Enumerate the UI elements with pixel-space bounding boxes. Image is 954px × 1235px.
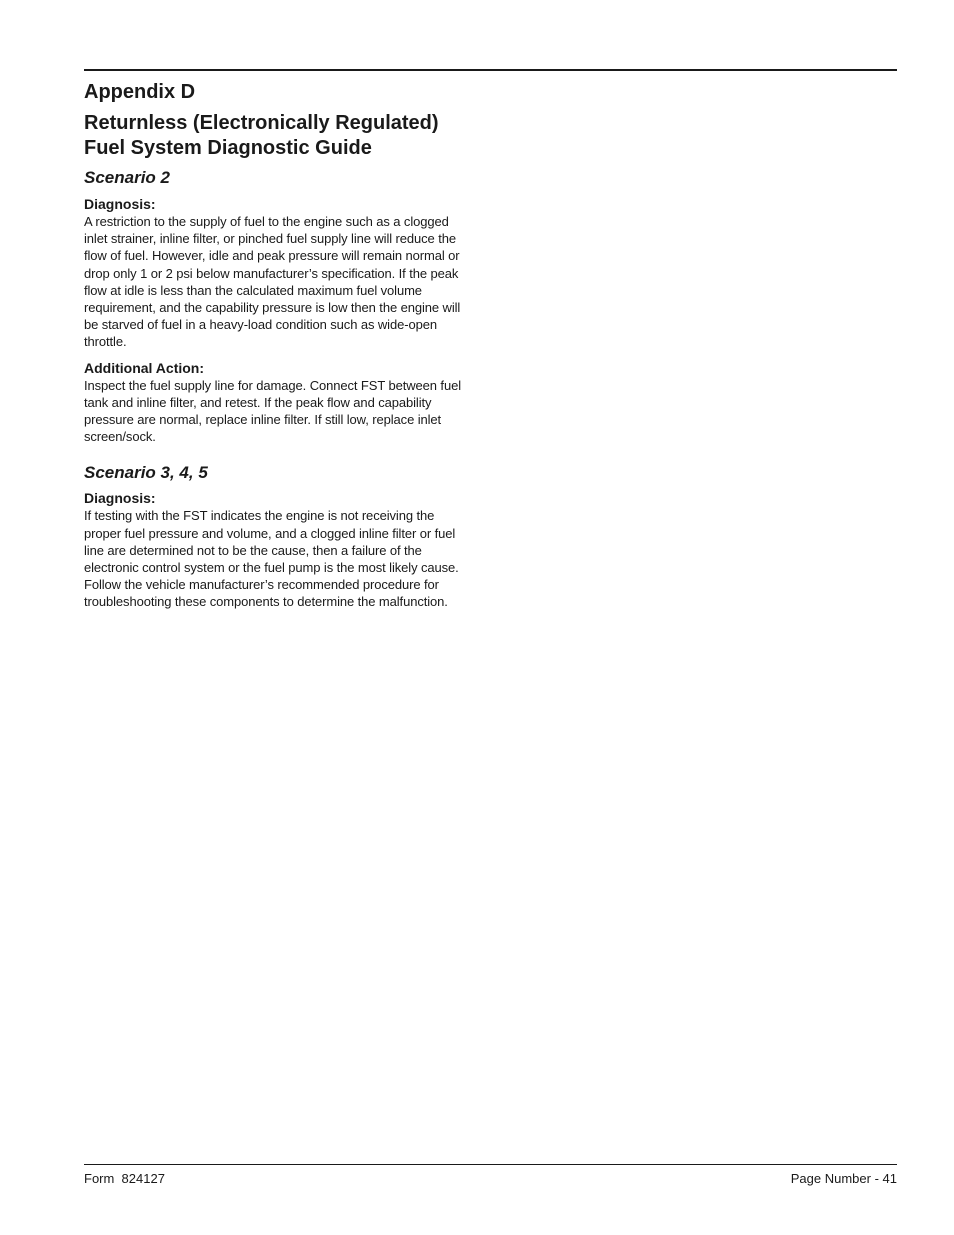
document-content (84, 80, 468, 611)
additional-action-label: Additional Action: (84, 359, 205, 376)
diagnosis-text: If testing with the FST indicates the engine is not receiving the proper fuel pressure and volume, and a clogged inline filter or fuel line are determined not to be the cause, then a failure of the electronic control system or the fuel pump is the most likely cause. Follow the vehicle manufacturer’s recommended procedure for troubleshooting these components to determine the malfunction. (84, 508, 459, 610)
page-number: Page Number - 41 (790, 1171, 897, 1186)
header-rule (84, 69, 897, 71)
appendix-title: Appendix D (84, 81, 196, 103)
scenario-heading: Scenario 2 (84, 168, 170, 187)
scenario-heading: Scenario 3, 4, 5 (84, 463, 208, 483)
diagnosis-text: A restriction to the supply of fuel to the engine such as a clogged inlet strainer, inline filter, or pinched fuel supply line will reduce the flow of fuel. However, idle and peak pressure will remain normal or drop only 1 or 2 psi below manufacturer’s specification. If the peak flow at idle is less than the calculated maximum fuel volume requirement, and the capability pressure is low then the engine will be starved of fuel in a heavy-load condition such as wide-open throttle. (84, 214, 461, 350)
diagnosis-label: Diagnosis: (84, 196, 156, 212)
diagnosis-label: Diagnosis: (84, 490, 156, 507)
section-scenario-3-4-5 (84, 462, 468, 610)
section-scenario-2 (84, 167, 468, 445)
document-title: Returnless (Electronically Regulated) Fuel System Diagnostic Guide (84, 112, 439, 159)
form-number: Form 824127 (84, 1171, 165, 1186)
footer-rule (84, 1164, 897, 1165)
additional-action-text: Inspect the fuel supply line for damage. Connect FST between fuel tank and inline filter, and retest. If the peak flow and capability pressure are normal, replace inline filter. If still low, replace inlet screen/sock. (84, 377, 461, 445)
